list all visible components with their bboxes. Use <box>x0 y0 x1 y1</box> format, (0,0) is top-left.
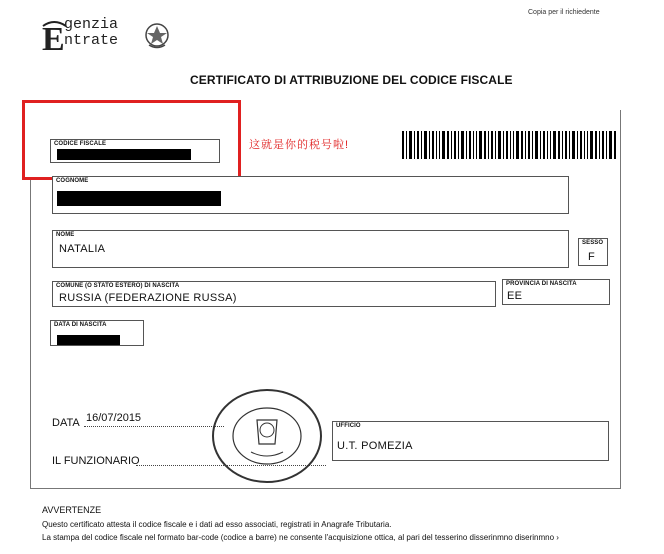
nome-label: NOME <box>56 232 75 238</box>
barcode <box>402 131 617 159</box>
logo-line2: ntrate <box>64 32 119 49</box>
sesso-value: F <box>588 251 596 263</box>
data-nascita-label: DATA DI NASCITA <box>54 322 107 328</box>
warnings-line1: Questo certificato attesta il codice fiscale e i dati ad esso associati, registrati in Anagrafe Tributaria. <box>42 520 392 529</box>
copy-label: Copia per il richiedente <box>528 9 600 16</box>
official-stamp <box>205 378 329 486</box>
warnings-title: AVVERTENZE <box>42 505 102 515</box>
nome-value: NATALIA <box>59 243 106 255</box>
document-frame-right <box>620 110 621 488</box>
cognome-redaction <box>57 191 221 206</box>
agenzia-entrate-logo <box>40 16 170 58</box>
highlight-box <box>22 100 241 180</box>
funzionario-label: IL FUNZIONARIO <box>52 455 140 467</box>
data-value: 16/07/2015 <box>86 412 142 424</box>
comune-label: COMUNE (O STATO ESTERO) DI NASCITA <box>56 283 180 289</box>
sesso-label: SESSO <box>582 240 604 246</box>
cognome-label: COGNOME <box>56 178 89 184</box>
data-label: DATA <box>52 417 80 429</box>
comune-field <box>52 281 496 307</box>
warnings-line2: La stampa del codice fiscale nel formato bar-code (codice a barre) ne consente l'acquisizione ottica, al pari del tesserino disserinmno diserinmno › <box>42 533 559 542</box>
ufficio-value: U.T. POMEZIA <box>337 440 413 452</box>
cognome-field <box>52 176 569 214</box>
comune-value: RUSSIA (FEDERAZIONE RUSSA) <box>59 292 237 304</box>
ufficio-field <box>332 421 609 461</box>
data-nascita-field <box>50 320 144 346</box>
document-frame-left <box>30 180 31 488</box>
data-underline <box>84 426 224 427</box>
provincia-value: EE <box>507 290 523 302</box>
data-nascita-redaction <box>57 335 120 345</box>
sesso-field <box>578 238 608 266</box>
page-title: CERTIFICATO DI ATTRIBUZIONE DEL CODICE FISCALE <box>190 73 513 87</box>
ufficio-label: UFFICIO <box>336 423 361 429</box>
document-frame-bottom <box>30 488 621 489</box>
annotation-text: 这就是你的税号啦! <box>249 139 350 151</box>
provincia-label: PROVINCIA DI NASCITA <box>506 281 577 287</box>
codice-fiscale-label: CODICE FISCALE <box>54 141 107 147</box>
logo-line1: genzia <box>64 16 119 33</box>
svg-text:E: E <box>42 21 65 54</box>
nome-field <box>52 230 569 268</box>
provincia-field <box>502 279 610 305</box>
emblem-icon <box>144 20 170 50</box>
